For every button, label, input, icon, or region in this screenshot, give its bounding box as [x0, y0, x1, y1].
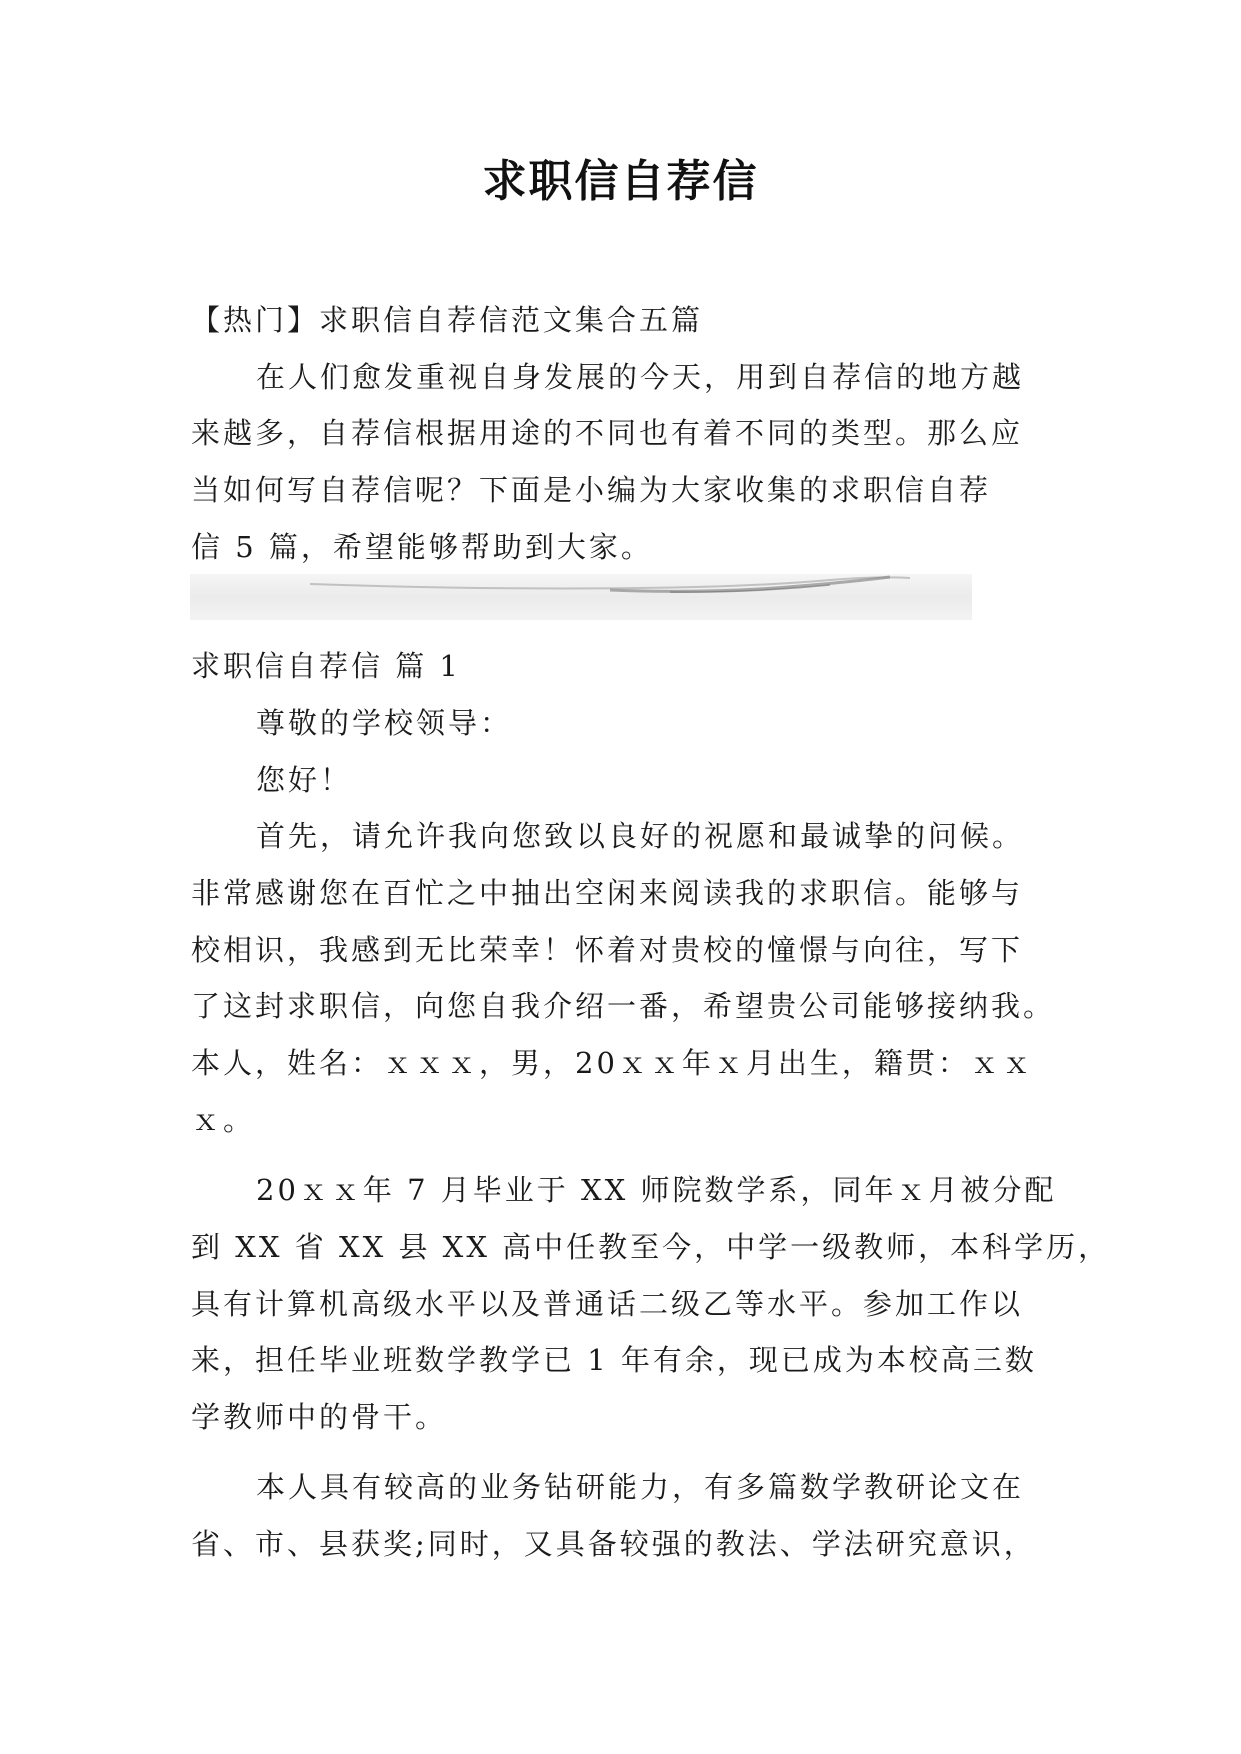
salutation: 尊敬的学校领导： — [256, 706, 513, 740]
paragraph-line: 省、市、县获奖;同时，又具备较强的教法、学法研究意识， — [191, 1527, 1036, 1561]
paragraph-line: 本人，姓名：ｘｘｘ，男，20ｘｘ年ｘ月出生，籍贯：ｘｘ — [191, 1046, 1034, 1080]
paragraph-line: 20ｘｘ年 7 月毕业于 XX 师院数学系，同年ｘ月被分配 — [256, 1173, 1057, 1207]
paragraph-line: 非常感谢您在百忙之中抽出空闲来阅读我的求职信。能够与 — [191, 876, 1024, 910]
paragraph-line: 本人具有较高的业务钻研能力，有多篇数学教研论文在 — [256, 1470, 1025, 1504]
paragraph-line: ｘ。 — [191, 1103, 256, 1137]
paragraph-line: 来，担任毕业班数学教学已 1 年有余，现已成为本校高三数 — [191, 1343, 1037, 1377]
paragraph-line: 到 XX 省 XX 县 XX 高中任教至今，中学一级教师，本科学历， — [191, 1230, 1111, 1264]
greeting: 您好！ — [256, 763, 353, 797]
intro-heading: 【热门】求职信自荐信范文集合五篇 — [191, 303, 704, 337]
paragraph-line: 具有计算机高级水平以及普通话二级乙等水平。参加工作以 — [191, 1287, 1024, 1321]
intro-line: 当如何写自荐信呢？下面是小编为大家收集的求职信自荐 — [191, 473, 992, 507]
paragraph-line: 校相识，我感到无比荣幸！怀着对贵校的憧憬与向往，写下 — [191, 933, 1024, 967]
paragraph-line: 了这封求职信，向您自我介绍一番，希望贵公司能够接纳我。 — [191, 989, 1056, 1023]
decorative-image — [190, 574, 972, 620]
paragraph-line: 首先，请允许我向您致以良好的祝愿和最诚挚的问候。 — [256, 819, 1025, 853]
section-heading: 求职信自荐信 篇 1 — [191, 649, 461, 683]
document-title: 求职信自荐信 — [482, 156, 759, 207]
intro-line: 信 5 篇，希望能够帮助到大家。 — [191, 530, 653, 564]
intro-line: 来越多，自荐信根据用途的不同也有着不同的类型。那么应 — [191, 416, 1024, 450]
intro-line: 在人们愈发重视自身发展的今天，用到自荐信的地方越 — [256, 360, 1025, 394]
pen-stroke-image — [190, 574, 972, 620]
paragraph-line: 学教师中的骨干。 — [191, 1400, 448, 1434]
